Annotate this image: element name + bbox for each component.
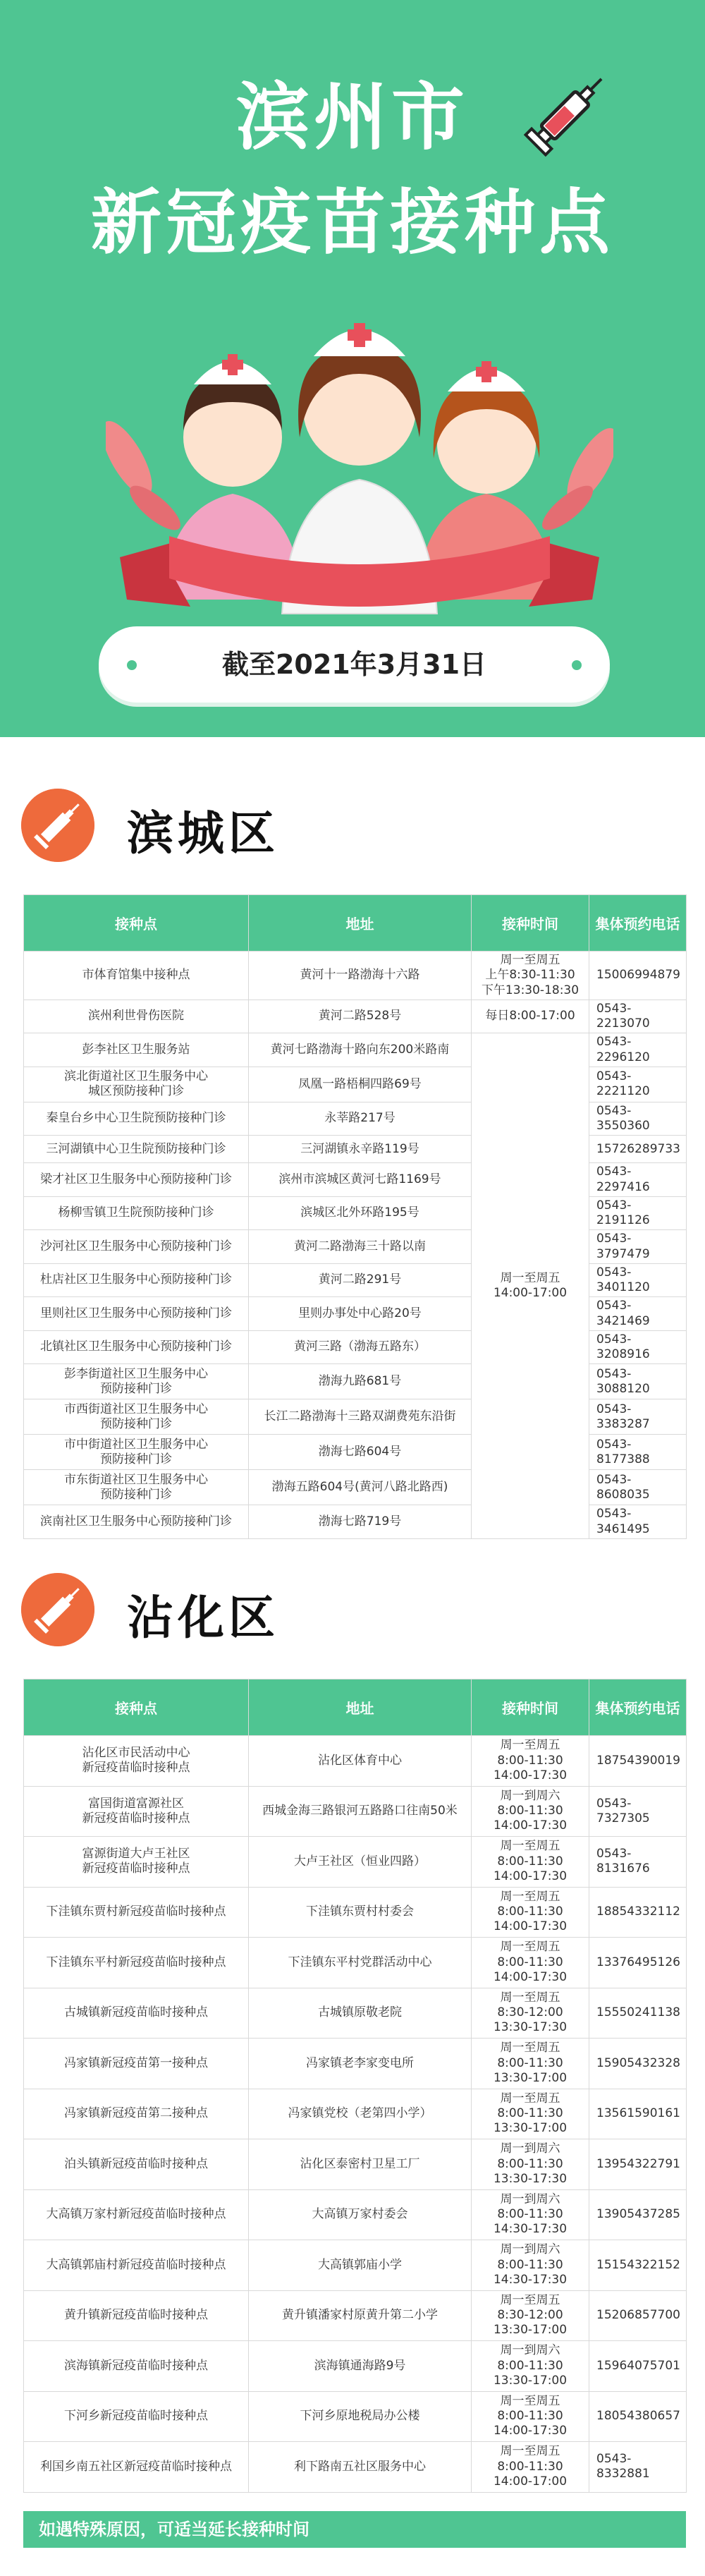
cell-site-name: 大高镇郭庙村新冠疫苗临时接种点 <box>24 2240 249 2291</box>
cell-site-name: 古城镇新冠疫苗临时接种点 <box>24 1988 249 2039</box>
table-row <box>24 1736 687 1787</box>
syringe-icon <box>21 789 94 862</box>
cell-phone: 0543-2296120 <box>589 1033 687 1067</box>
cell-site-name: 秦皇台乡中心卫生院预防接种门诊 <box>24 1102 249 1136</box>
vaccination-table-bincheng <box>23 894 687 1539</box>
cell-phone: 0543-3088120 <box>589 1364 687 1399</box>
cell-address: 沾化区泰密村卫星工厂 <box>249 2139 472 2190</box>
cell-address: 下洼镇东贾村村委会 <box>249 1887 472 1938</box>
cell-site-name: 沾化区市民活动中心 新冠疫苗临时接种点 <box>24 1736 249 1787</box>
cell-address: 沾化区体育中心 <box>249 1736 472 1787</box>
syringe-icon <box>21 1573 94 1646</box>
table-row <box>24 2442 687 2493</box>
cell-time: 每日8:00-17:00 <box>472 1000 589 1033</box>
vaccination-table-zhanhua <box>23 1679 687 2493</box>
cell-time: 周一到周六 8:00-11:30 14:30-17:30 <box>472 2240 589 2291</box>
cell-phone: 13376495126 <box>589 1938 687 1988</box>
page-title: 滨州市 <box>235 74 469 160</box>
cell-time: 周一至周五 上午8:30-11:30 下午13:30-18:30 <box>472 952 589 1000</box>
cell-time: 周一至周五 8:30-12:00 13:30-17:30 <box>472 1988 589 2039</box>
cell-phone: 13954322791 <box>589 2139 687 2190</box>
cell-phone: 0543-2213070 <box>589 1000 687 1033</box>
cell-address: 冯家镇党校（老第四小学） <box>249 2089 472 2139</box>
page-subtitle: 新冠疫苗接种点 <box>91 181 614 264</box>
col-header-name: 接种点 <box>24 895 249 952</box>
hero-banner <box>0 0 705 737</box>
cell-site-name: 市西街道社区卫生服务中心 预防接种门诊 <box>24 1399 249 1435</box>
cell-phone: 0543-2191126 <box>589 1196 687 1230</box>
cell-phone: 0543-2221120 <box>589 1067 687 1102</box>
cell-site-name: 下河乡新冠疫苗临时接种点 <box>24 2391 249 2442</box>
cell-site-name: 冯家镇新冠疫苗第二接种点 <box>24 2089 249 2139</box>
col-header-phone: 集体预约电话 <box>589 895 687 952</box>
cell-address: 里则办事处中心路20号 <box>249 1297 472 1331</box>
cell-address: 大卢王社区（恒业四路） <box>249 1837 472 1888</box>
cell-time: 周一至周五 8:00-11:30 13:30-17:00 <box>472 2039 589 2089</box>
cell-time: 周一到周六 8:00-11:30 13:30-17:30 <box>472 2139 589 2190</box>
cell-address: 黄河二路291号 <box>249 1263 472 1297</box>
table-header-row <box>24 1679 687 1736</box>
cell-phone: 15006994879 <box>589 952 687 1000</box>
cell-phone: 0543-8332881 <box>589 2442 687 2493</box>
cell-site-name: 市体育馆集中接种点 <box>24 952 249 1000</box>
cell-site-name: 冯家镇新冠疫苗第一接种点 <box>24 2039 249 2089</box>
cell-phone: 0543-3383287 <box>589 1399 687 1435</box>
cell-phone: 0543-8608035 <box>589 1470 687 1505</box>
cell-phone: 13561590161 <box>589 2089 687 2139</box>
table-row <box>24 2290 687 2341</box>
cell-time: 周一到周六 8:00-11:30 14:30-17:30 <box>472 2189 589 2240</box>
cell-phone: 0543-8131676 <box>589 1837 687 1888</box>
cell-phone: 0543-3797479 <box>589 1230 687 1264</box>
cell-address: 黄河二路528号 <box>249 1000 472 1033</box>
cell-phone: 0543-3401120 <box>589 1263 687 1297</box>
cell-address: 古城镇原敬老院 <box>249 1988 472 2039</box>
cell-address: 大高镇万家村委会 <box>249 2189 472 2240</box>
cell-site-name: 滨北街道社区卫生服务中心 城区预防接种门诊 <box>24 1067 249 1102</box>
cell-address: 渤海七路719号 <box>249 1505 472 1539</box>
cell-address: 大高镇郭庙小学 <box>249 2240 472 2291</box>
cell-phone: 0543-8177388 <box>589 1435 687 1470</box>
cell-site-name: 彭李街道社区卫生服务中心 预防接种门诊 <box>24 1364 249 1399</box>
table-row <box>24 2039 687 2089</box>
col-header-time: 接种时间 <box>472 1679 589 1736</box>
cell-time: 周一至周五 8:00-11:30 14:00-17:00 <box>472 2442 589 2493</box>
cell-site-name: 三河湖镇中心卫生院预防接种门诊 <box>24 1136 249 1163</box>
table-row <box>24 2139 687 2190</box>
cell-time: 周一至周五 8:00-11:30 14:00-17:30 <box>472 1736 589 1787</box>
date-banner <box>99 626 610 703</box>
cell-address: 长江二路渤海十三路双湖费苑东沿街 <box>249 1399 472 1435</box>
cell-site-name: 富源街道大卢王社区 新冠疫苗临时接种点 <box>24 1837 249 1888</box>
cell-site-name: 下洼镇东平村新冠疫苗临时接种点 <box>24 1938 249 1988</box>
table-row <box>24 1786 687 1837</box>
cell-site-name: 富国街道富源社区 新冠疫苗临时接种点 <box>24 1786 249 1837</box>
cell-phone: 15964075701 <box>589 2341 687 2392</box>
cell-phone: 18054380657 <box>589 2391 687 2442</box>
cell-address: 渤海七路604号 <box>249 1435 472 1470</box>
table-row <box>24 1938 687 1988</box>
cell-phone: 15206857700 <box>589 2290 687 2341</box>
syringe-icon <box>518 63 617 162</box>
cell-address: 下河乡原地税局办公楼 <box>249 2391 472 2442</box>
cell-address: 渤海五路604号(黄河八路北路西) <box>249 1470 472 1505</box>
cell-address: 利下路南五社区服务中心 <box>249 2442 472 2493</box>
table-row <box>24 2391 687 2442</box>
cell-site-name: 黄升镇新冠疫苗临时接种点 <box>24 2290 249 2341</box>
cell-site-name: 泊头镇新冠疫苗临时接种点 <box>24 2139 249 2190</box>
col-header-phone: 集体预约电话 <box>589 1679 687 1736</box>
cell-site-name: 杨柳雪镇卫生院预防接种门诊 <box>24 1196 249 1230</box>
cell-phone: 15550241138 <box>589 1988 687 2039</box>
cell-phone: 13905437285 <box>589 2189 687 2240</box>
cell-time: 周一至周五 8:00-11:30 14:00-17:30 <box>472 1887 589 1938</box>
cell-site-name: 里则社区卫生服务中心预防接种门诊 <box>24 1297 249 1331</box>
cell-address: 黄河三路（渤海五路东） <box>249 1330 472 1364</box>
cell-time: 周一至周五 8:00-11:30 14:00-17:30 <box>472 1837 589 1888</box>
section-header-bincheng <box>21 789 585 866</box>
cell-site-name: 利国乡南五社区新冠疫苗临时接种点 <box>24 2442 249 2493</box>
cell-address: 黄升镇潘家村原黄升第二小学 <box>249 2290 472 2341</box>
cell-phone: 0543-7327305 <box>589 1786 687 1837</box>
cell-phone: 0543-3208916 <box>589 1330 687 1364</box>
cell-address: 西城金海三路银河五路路口往南50米 <box>249 1786 472 1837</box>
cell-phone: 0543-3421469 <box>589 1297 687 1331</box>
table-row <box>24 1837 687 1888</box>
cell-phone: 15726289733 <box>589 1136 687 1163</box>
cell-address: 下洼镇东平村党群活动中心 <box>249 1938 472 1988</box>
table-row <box>24 2189 687 2240</box>
cell-address: 滨城区北外环路195号 <box>249 1196 472 1230</box>
table-header-row <box>24 895 687 952</box>
col-header-name: 接种点 <box>24 1679 249 1736</box>
nurses-illustration <box>106 296 613 628</box>
cell-address: 黄河十一路渤海十六路 <box>249 952 472 1000</box>
cell-address: 滨州市滨城区黄河七路1169号 <box>249 1163 472 1197</box>
cell-site-name: 市中街道社区卫生服务中心 预防接种门诊 <box>24 1435 249 1470</box>
cell-phone: 0543-3461495 <box>589 1505 687 1539</box>
col-header-address: 地址 <box>249 1679 472 1736</box>
cell-address: 永莘路217号 <box>249 1102 472 1136</box>
date-note: 截至2021年3月31日 <box>221 649 487 680</box>
cell-site-name: 滨南社区卫生服务中心预防接种门诊 <box>24 1505 249 1539</box>
cell-site-name: 滨海镇新冠疫苗临时接种点 <box>24 2341 249 2392</box>
section-header-zhanhua <box>21 1573 585 1651</box>
table-row <box>24 1033 687 1067</box>
cell-address: 滨海镇通海路9号 <box>249 2341 472 2392</box>
cell-site-name: 市东街道社区卫生服务中心 预防接种门诊 <box>24 1470 249 1505</box>
col-header-time: 接种时间 <box>472 895 589 952</box>
cell-address: 渤海九路681号 <box>249 1364 472 1399</box>
section-title: 沾化区 <box>127 1591 279 1645</box>
cell-time: 周一至周五 14:00-17:00 <box>472 1033 589 1539</box>
cell-time: 周一至周五 8:30-12:00 13:30-17:00 <box>472 2290 589 2341</box>
table-row <box>24 2240 687 2291</box>
cell-phone: 15905432328 <box>589 2039 687 2089</box>
cell-site-name: 北镇社区卫生服务中心预防接种门诊 <box>24 1330 249 1364</box>
cell-address: 凤凰一路梧桐四路69号 <box>249 1067 472 1102</box>
col-header-address: 地址 <box>249 895 472 952</box>
cell-phone: 0543-3550360 <box>589 1102 687 1136</box>
table-row <box>24 2089 687 2139</box>
cell-site-name: 大高镇万家村新冠疫苗临时接种点 <box>24 2189 249 2240</box>
cell-phone: 18754390019 <box>589 1736 687 1787</box>
cell-site-name: 沙河社区卫生服务中心预防接种门诊 <box>24 1230 249 1264</box>
table-row <box>24 1000 687 1033</box>
cell-site-name: 彭李社区卫生服务站 <box>24 1033 249 1067</box>
cell-site-name: 滨州利世骨伤医院 <box>24 1000 249 1033</box>
cell-address: 黄河二路渤海三十路以南 <box>249 1230 472 1264</box>
footer-note: 如遇特殊原因，可适当延长接种时间 <box>23 2511 686 2548</box>
cell-phone: 15154322152 <box>589 2240 687 2291</box>
cell-time: 周一至周五 8:00-11:30 14:00-17:30 <box>472 1938 589 1988</box>
table-row <box>24 2341 687 2392</box>
cell-site-name: 下洼镇东贾村新冠疫苗临时接种点 <box>24 1887 249 1938</box>
table-row <box>24 1988 687 2039</box>
cell-time: 周一到周六 8:00-11:30 14:00-17:30 <box>472 1786 589 1837</box>
cell-time: 周一至周五 8:00-11:30 13:30-17:00 <box>472 2089 589 2139</box>
cell-phone: 18854332112 <box>589 1887 687 1938</box>
cell-site-name: 梁才社区卫生服务中心预防接种门诊 <box>24 1163 249 1197</box>
cell-time: 周一到周六 8:00-11:30 13:30-17:00 <box>472 2341 589 2392</box>
table-row <box>24 952 687 1000</box>
cell-time: 周一至周五 8:00-11:30 14:00-17:30 <box>472 2391 589 2442</box>
cell-address: 黄河七路渤海十路向东200米路南 <box>249 1033 472 1067</box>
table-row <box>24 1887 687 1938</box>
cell-address: 冯家镇老李家变电所 <box>249 2039 472 2089</box>
cell-site-name: 杜店社区卫生服务中心预防接种门诊 <box>24 1263 249 1297</box>
section-title: 滨城区 <box>127 806 279 861</box>
cell-address: 三河湖镇永辛路119号 <box>249 1136 472 1163</box>
cell-phone: 0543-2297416 <box>589 1163 687 1197</box>
